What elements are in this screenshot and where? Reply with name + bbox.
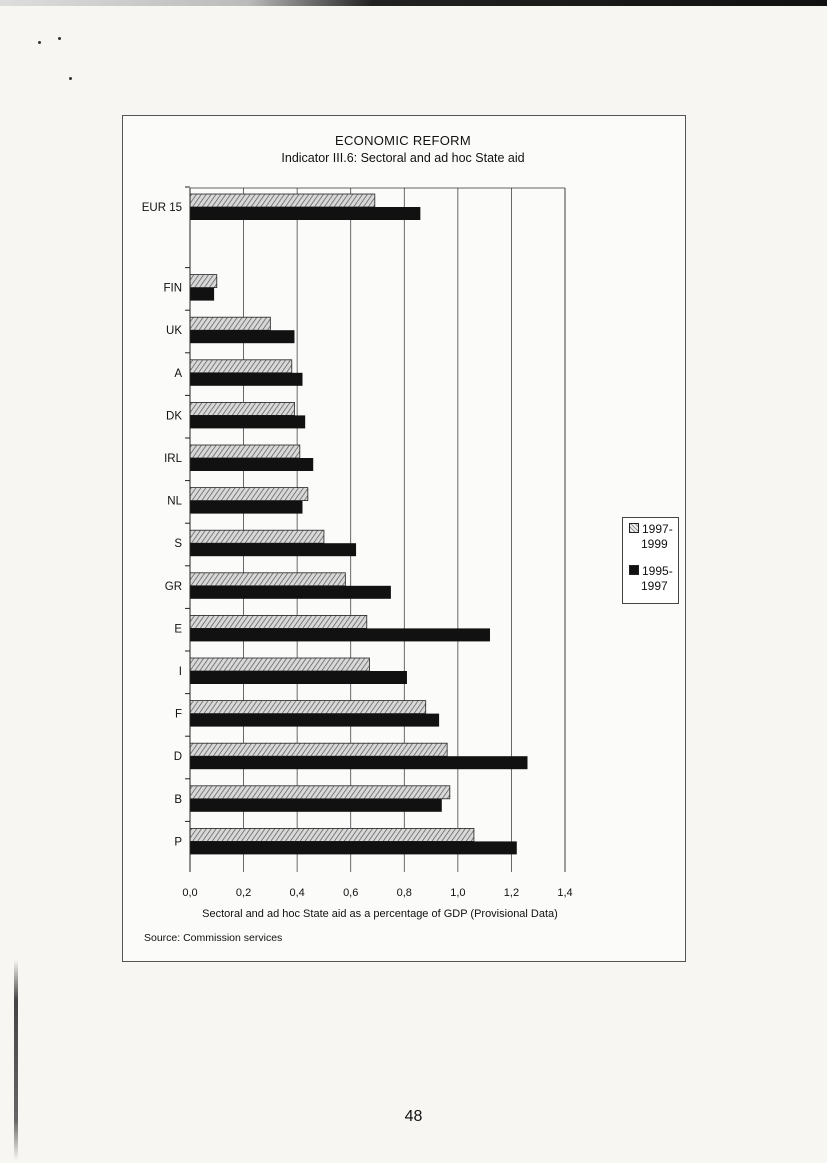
source-note: Source: Commission services bbox=[144, 932, 283, 944]
bar-1995-1997 bbox=[190, 543, 356, 556]
chart-title: ECONOMIC REFORM bbox=[335, 133, 471, 148]
bar-1997-1999 bbox=[190, 445, 300, 458]
bar-1997-1999 bbox=[190, 530, 324, 543]
bar-1997-1999 bbox=[190, 658, 369, 671]
x-tick-label: 1,2 bbox=[503, 887, 520, 899]
x-tick-label: 1,4 bbox=[557, 887, 573, 899]
bar-1997-1999 bbox=[190, 573, 345, 586]
legend-label-line1: 1995- bbox=[642, 564, 673, 578]
x-tick-label: 0,0 bbox=[182, 887, 198, 899]
bar-1997-1999 bbox=[190, 194, 375, 207]
category-label: NL bbox=[167, 495, 182, 508]
category-label: IRL bbox=[164, 453, 182, 465]
category-label: S bbox=[174, 538, 182, 551]
bar-1995-1997 bbox=[190, 671, 407, 684]
legend-label-line1: 1997- bbox=[642, 522, 673, 536]
legend bbox=[622, 517, 679, 604]
category-label: D bbox=[173, 751, 182, 764]
bar-1995-1997 bbox=[190, 799, 442, 812]
bar-1997-1999 bbox=[190, 402, 294, 415]
legend-item-1995-1997 bbox=[629, 564, 679, 594]
bar-1995-1997 bbox=[190, 330, 294, 343]
category-label: EUR 15 bbox=[141, 202, 182, 214]
category-label: UK bbox=[166, 325, 182, 338]
bar-1995-1997 bbox=[190, 501, 303, 514]
bar-1995-1997 bbox=[190, 415, 305, 428]
category-label: P bbox=[174, 836, 182, 849]
bar-1997-1999 bbox=[190, 743, 447, 756]
x-tick-label: 1,0 bbox=[450, 887, 466, 899]
category-label: I bbox=[178, 666, 182, 678]
bar-1995-1997 bbox=[190, 586, 391, 599]
page-number: 48 bbox=[404, 1108, 423, 1125]
bar-1995-1997 bbox=[190, 628, 490, 641]
bar-1995-1997 bbox=[190, 756, 528, 769]
category-label: GR bbox=[164, 580, 182, 593]
legend-item-1997-1999 bbox=[629, 522, 679, 552]
category-label: F bbox=[174, 708, 182, 721]
bar-1995-1997 bbox=[190, 373, 303, 386]
bar-1997-1999 bbox=[190, 615, 367, 628]
category-label: B bbox=[174, 793, 182, 806]
category-label: FIN bbox=[163, 282, 182, 295]
x-tick-label: 0,6 bbox=[343, 887, 359, 899]
legend-label-line2: 1997 bbox=[641, 579, 668, 593]
bar-1995-1997 bbox=[190, 288, 214, 301]
bar-1997-1999 bbox=[190, 828, 474, 841]
bar-1997-1999 bbox=[190, 488, 308, 501]
bar-1997-1999 bbox=[190, 317, 270, 330]
category-label: E bbox=[174, 623, 182, 636]
bar-1997-1999 bbox=[190, 275, 217, 288]
x-axis-label: Sectoral and ad hoc State aid as a percentage of GDP (Provisional Data) bbox=[202, 908, 558, 920]
bar-1995-1997 bbox=[190, 458, 313, 471]
x-tick-label: 0,4 bbox=[289, 887, 305, 899]
category-label: A bbox=[174, 367, 182, 380]
legend-label-line2: 1999 bbox=[641, 537, 668, 551]
bar-1995-1997 bbox=[190, 207, 420, 220]
chart-subtitle: Indicator III.6: Sectoral and ad hoc State aid bbox=[281, 151, 525, 165]
category-label: DK bbox=[166, 410, 182, 423]
bar-1997-1999 bbox=[190, 701, 426, 714]
axes bbox=[185, 187, 565, 872]
bar-1997-1999 bbox=[190, 786, 450, 799]
bars bbox=[190, 194, 528, 854]
bar-1995-1997 bbox=[190, 841, 517, 854]
legend-swatch-solid bbox=[629, 565, 639, 575]
bar-1997-1999 bbox=[190, 360, 292, 373]
legend-swatch-hatched bbox=[629, 523, 639, 533]
x-tick-label: 0,2 bbox=[235, 887, 252, 899]
x-tick-label: 0,8 bbox=[396, 887, 412, 899]
bar-1995-1997 bbox=[190, 714, 439, 727]
